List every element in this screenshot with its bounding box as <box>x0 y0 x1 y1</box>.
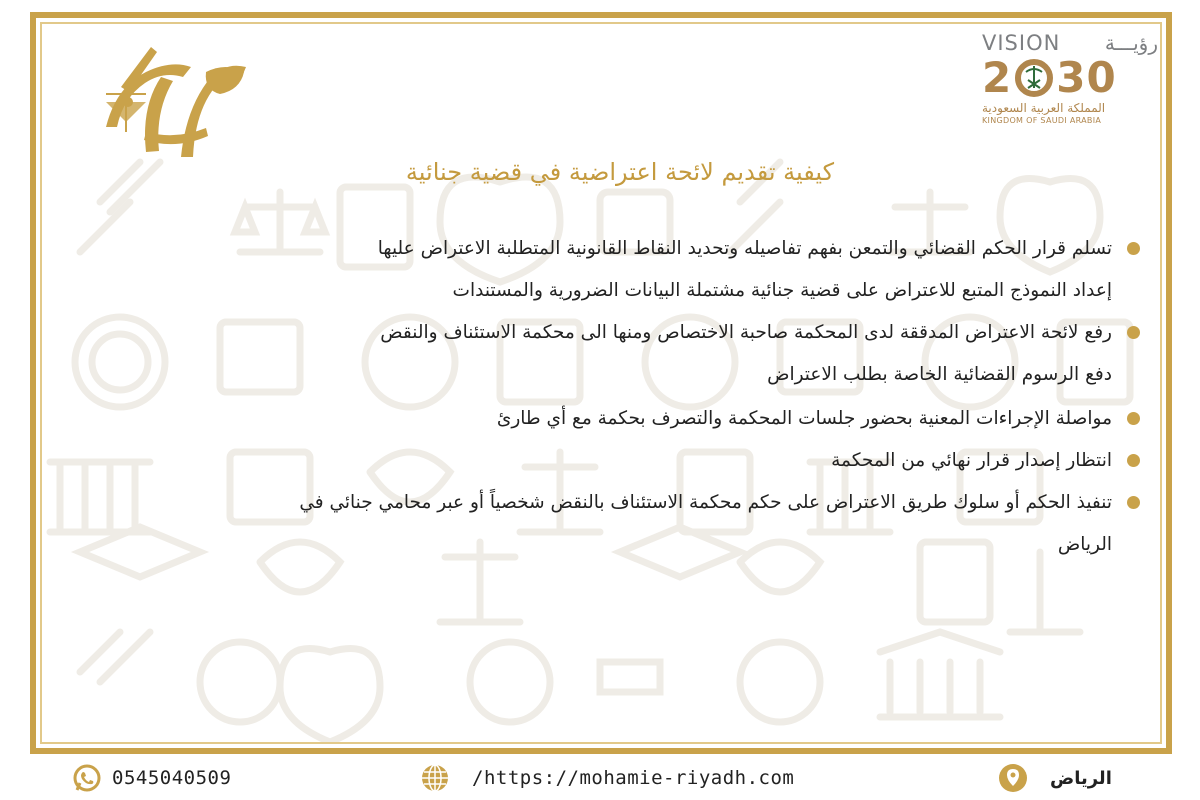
list-item-text: انتظار إصدار قرار نهائي من المحكمة <box>831 450 1112 471</box>
year-digits-30: 30 <box>1056 53 1117 102</box>
website-url: /https://mohamie-riyadh.com <box>472 767 795 789</box>
list-item <box>120 312 1140 354</box>
location-pin-icon <box>998 763 1028 793</box>
calligraphy-logo-graphic <box>86 32 256 167</box>
vision-arabic-word: رؤيـــة <box>1104 31 1158 55</box>
list-item <box>120 398 1140 440</box>
list-item-continuation <box>120 524 1140 566</box>
globe-icon <box>420 763 450 793</box>
list-item-text: تسلم قرار الحكم القضائي والتمعن بفهم تفاصيله وتحديد النقاط القانونية المتطلبة الاعتراض عليها <box>377 238 1112 259</box>
palm-emblem-icon <box>1014 58 1054 98</box>
bullet-icon <box>1127 326 1140 339</box>
list-item-text: دفع الرسوم القضائية الخاصة بطلب الاعتراض <box>767 364 1112 385</box>
footer <box>0 756 1200 800</box>
page-title: كيفية تقديم لائحة اعتراضية في قضية جنائية <box>405 158 835 186</box>
footer-location[interactable] <box>998 762 1112 794</box>
bullet-icon <box>1127 496 1140 509</box>
list-item-text: مواصلة الإجراءات المعنية بحضور جلسات المحكمة والتصرف بحكمة مع أي طارئ <box>496 408 1112 429</box>
list-item-continuation <box>120 270 1140 312</box>
list-item <box>120 440 1140 482</box>
vision-word: VISION <box>982 31 1061 55</box>
vision-year <box>982 53 1158 102</box>
city-name: الرياض <box>1050 767 1112 789</box>
footer-website[interactable] <box>420 762 794 794</box>
list-item-continuation <box>120 354 1140 396</box>
list-item-text: تنفيذ الحكم أو سلوك طريق الاعتراض على حكم محكمة الاستئناف بالنقض شخصياً أو عبر محامي جنائي في <box>299 492 1112 513</box>
kingdom-arabic: المملكة العربية السعودية <box>982 101 1106 115</box>
steps-list <box>120 228 1140 566</box>
bullet-icon <box>1127 454 1140 467</box>
calligraphy-logo <box>86 32 256 167</box>
bullet-icon <box>1127 412 1140 425</box>
whatsapp-icon <box>72 763 102 793</box>
list-item-text: إعداد النموذج المتبع للاعتراض على قضية جنائية مشتملة البيانات الضرورية والمستندات <box>452 280 1112 301</box>
kingdom-english: KINGDOM OF SAUDI ARABIA <box>982 116 1102 125</box>
list-item <box>120 228 1140 270</box>
list-item-text: رفع لائحة الاعتراض المدققة لدى المحكمة صاحبة الاختصاص ومنها الى محكمة الاستئناف والنقض <box>380 322 1112 343</box>
phone-number: 0545040509 <box>112 767 232 789</box>
year-digit-2: 2 <box>982 53 1013 102</box>
list-item <box>120 482 1140 524</box>
footer-phone[interactable] <box>72 762 231 794</box>
bullet-icon <box>1127 242 1140 255</box>
vision-2030-logo <box>982 30 1158 134</box>
list-item-text: الرياض <box>1057 534 1112 555</box>
